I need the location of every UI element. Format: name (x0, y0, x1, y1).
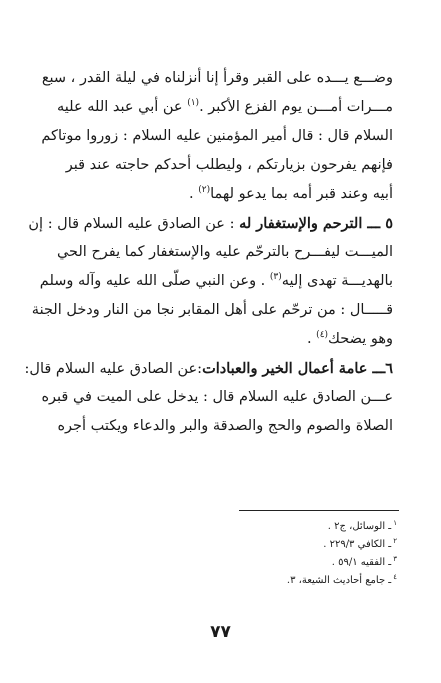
text-line-13: الصلاة والصوم والحج والصدقة والبر والدعاء ويكتب أجره (57, 418, 393, 434)
footnote-divider (239, 510, 399, 511)
text-line-9: قـــــال : من ترحّم على أهل المقابر نجا من النار ودخل الجنة (31, 302, 393, 318)
footnote-ref-2: (٢) (198, 185, 211, 196)
page-number: ٧٧ (210, 622, 231, 642)
footnote-1: $^١$ـ الوسائل، ج٢ . (327, 518, 397, 532)
main-text (24, 64, 393, 441)
footnotes (37, 518, 397, 590)
heading-tarahhum: ٥ ـــ الترحم والإستغفار له (239, 215, 393, 232)
section-heading-6: ٦ـــ عامة أعمال الخير والعبادات:عن الصادق عليه السلام قال: (24, 360, 393, 377)
footnote-2: $^٢$ـ الكافي ٢٢٩/٣ . (323, 536, 397, 550)
text-line-3: السلام قال : قال أمير المؤمنين عليه السلام : زوروا موتاكم (41, 128, 393, 144)
section-heading-5: ٥ ـــ الترحم والإستغفار له : عن الصادق عليه السلام قال : إن (28, 215, 393, 232)
footnote-ref-3: (٣) (269, 272, 282, 283)
footnote-ref-4: (٤) (316, 330, 329, 341)
text-line-5: أبيه وعند قبر أمه بما يدعو لهما$^{(٢)}$ . (188, 185, 393, 202)
text-line-2: مـــرات أمـــن يوم الفزع الأكبر .$^{(١)}$ عن أبي عبد الله عليه (57, 98, 393, 115)
text-line-4: فإنهم يفرحون بزيارتكم ، وليطلب أحدكم حاجته عند قبر (65, 157, 393, 173)
heading-aamal-alkhair: ٦ـــ عامة أعمال الخير والعبادات (202, 360, 393, 377)
footnote-4: $^٤$ـ جامع أحاديث الشيعة، ٣. (286, 572, 397, 586)
text-line-1: وضـــع يـــده على القبر وقرأ إنا أنزلناه في ليلة القدر ، سبع (41, 70, 393, 86)
footnote-3: $^٣$ـ الفقيه ٥٩/١ . (331, 554, 397, 568)
text-line-7: الميـــت ليفـــرح بالترحّم عليه والإستغفار كما يفرح الحي (56, 244, 393, 260)
text-line-10: وهو يضحك$^{(٤)}$ . (306, 330, 393, 347)
text-line-8: بالهديـــة تهدى إليه$^{(٣)}$ . وعن النبي صلّى الله عليه وآله وسلم (39, 272, 393, 289)
footnote-ref-1: (١) (187, 98, 200, 109)
text-line-12: عـــن الصادق عليه السلام قال : يدخل على الميت في قبره (41, 389, 393, 405)
